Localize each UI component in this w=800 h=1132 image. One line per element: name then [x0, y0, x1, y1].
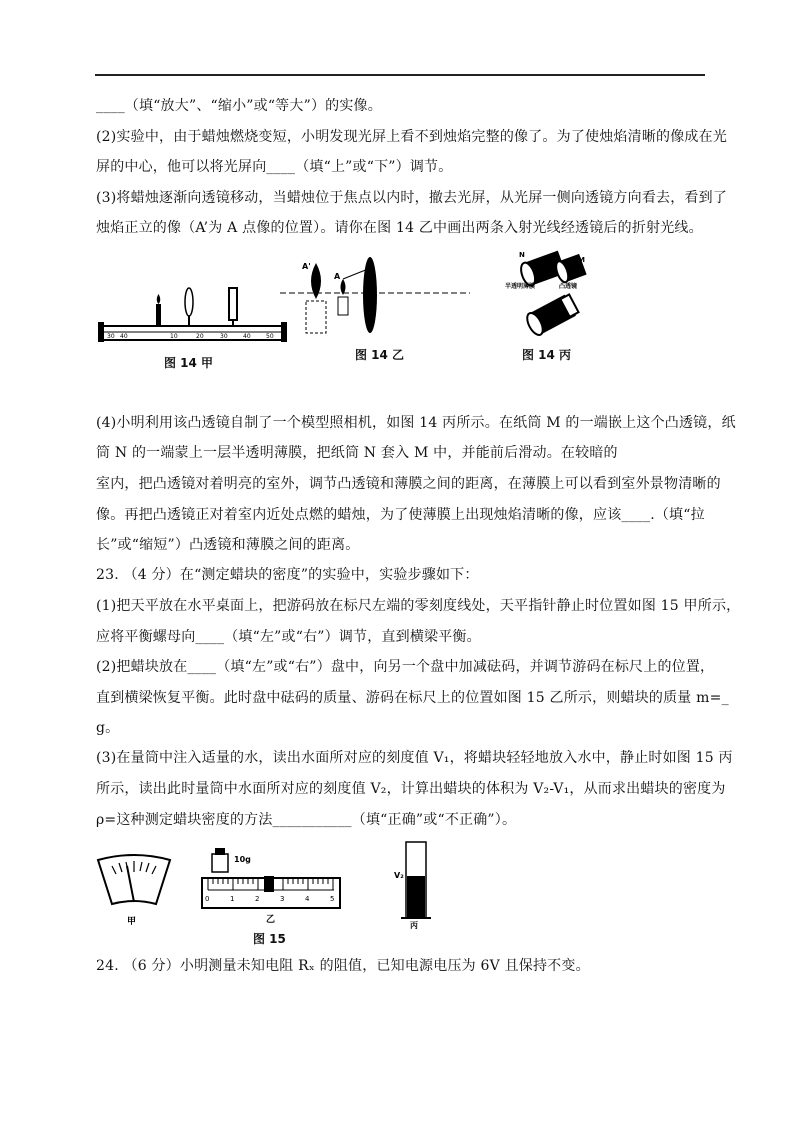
q22-line-2: (2)实验中，由于蜡烛燃烧变短，小明发现光屏上看不到烛焰完整的像了。为了使烛焰清晰的像成在光: [96, 129, 728, 145]
bench-tick-label: 40: [243, 333, 251, 340]
q23-line-6: g。: [96, 720, 120, 736]
candle-icon: [338, 297, 348, 315]
q23-line-3: 应将平衡螺母向____（填“左”或“右”）调节，直到横梁平衡。: [96, 629, 481, 645]
virtual-image-flame-icon: [311, 263, 321, 299]
label-m: M: [578, 256, 585, 264]
water-level: [407, 876, 425, 917]
q23-line-2: (1)把天平放在水平桌面上，把游码放在标尺左端的零刻度线处，天平指针静止时位置如图 15 甲所示，: [96, 598, 741, 614]
bench-rail: [100, 326, 285, 340]
q23-line-5: 直到横梁恢复平衡。此时盘中砝码的质量、游码在标尺上的位置如图 15 乙所示，则蜡块的质量 m=_: [96, 690, 729, 706]
virtual-image-candle: [306, 301, 326, 333]
fig14-yi-caption: 图 14 乙: [355, 348, 405, 362]
fig15-jia-balance-dial: [94, 852, 174, 927]
fig14-jia-optical-bench: [98, 280, 288, 355]
fig15-yi-weight-ruler: [198, 838, 346, 930]
fig14-bing-model-camera: [505, 248, 605, 338]
bench-tick-label: 20: [196, 333, 204, 340]
bench-tick-label: 50: [266, 333, 274, 340]
screen-icon: [229, 288, 237, 320]
label-v2: V₂: [394, 871, 404, 880]
bench-tick-label: 10: [170, 333, 178, 340]
bench-tick-label: 30: [107, 333, 115, 340]
fig15-yi-label: 乙: [266, 915, 276, 925]
q22-line-7: 筒 N 的一端蒙上一层半透明薄膜，把纸筒 N 套入 M 中，并能前后滑动。在较暗的: [96, 445, 618, 461]
q22-line-6: (4)小明利用该凸透镜自制了一个模型照相机，如图 14 丙所示。在纸筒 M 的一端嵌上这个凸透镜，纸: [96, 415, 736, 431]
q22-line-9: 像。再把凸透镜正对着室内近处点燃的蜡烛，为了使薄膜上出现烛焰清晰的像，应该____.（填“拉: [96, 507, 705, 523]
ruler-tick: 4: [305, 895, 310, 903]
q22-line-1: ____（填“放大”、“缩小”或“等大”）的实像。: [96, 98, 382, 114]
label-a-prime: A': [302, 262, 311, 271]
fig15-jia-label: 甲: [127, 917, 137, 927]
rider-icon: [264, 876, 274, 892]
ruler-tick: 2: [255, 895, 260, 903]
ruler-tick: 0: [205, 895, 210, 903]
label-a: A: [334, 272, 341, 281]
bench-tick-label: 30: [220, 333, 228, 340]
q22-line-10: 长”或“缩短”）凸透镜和薄膜之间的距离。: [96, 537, 360, 553]
q22-line-3: 屏的中心，他可以将光屏向____（填“上”或“下”）调节。: [96, 159, 453, 175]
label-lens: 凸透镜: [559, 283, 578, 290]
fig14-jia-caption: 图 14 甲: [164, 356, 214, 370]
convex-lens-icon: [363, 257, 377, 333]
q23-line-9: ρ=这种测定蜡块密度的方法___________（填“正确”或“不正确”）。: [96, 812, 517, 828]
q22-line-8: 室内，把凸透镜对着明亮的室外，调节凸透镜和薄膜之间的距离，在薄膜上可以看到室外景物清晰的: [96, 476, 721, 492]
fig14-bing-caption: 图 14 丙: [522, 348, 572, 362]
q22-line-5: 烛焰正立的像（A’为 A 点像的位置）。请你在图 14 乙中画出两条入射光线经透镜后的折射光线。: [96, 220, 703, 236]
label-n: N: [519, 251, 525, 259]
header-rule: [95, 74, 705, 76]
q23-line-4: (2)把蜡块放在____（填“左”或“右”）盘中，向另一个盘中加减砝码，并调节游码在标尺上的位置，: [96, 659, 715, 675]
bench-tick-label: 40: [120, 333, 128, 340]
label-film: 半透明薄膜: [505, 283, 536, 290]
candle-icon: [156, 304, 161, 326]
lens-icon: [185, 288, 193, 316]
q23-line-8: 所示，读出此时量筒中水面所对应的刻度值 V₂，计算出蜡块的体积为 V₂-V₁，从而求出蜡块的密度为: [96, 781, 726, 797]
ruler-tick: 1: [230, 895, 235, 903]
ruler-tick: 3: [280, 895, 285, 903]
q23-line-1: 23. （4 分）在“测定蜡块的密度”的实验中，实验步骤如下：: [96, 567, 479, 583]
q22-line-4: (3)将蜡烛逐渐向透镜移动，当蜡烛位于焦点以内时，撤去光屏，从光屏一侧向透镜方向看去，看到了: [96, 190, 728, 206]
fig15-bing-cylinder: [392, 838, 442, 930]
q23-line-7: (3)在量筒中注入适量的水，读出水面所对应的刻度值 V₁，将蜡块轻轻地放入水中，静止时如图 15 丙: [96, 750, 733, 766]
fig14-yi-lens-diagram: [280, 255, 475, 340]
ruler-tick: 5: [330, 895, 335, 903]
fig15-caption: 图 15: [253, 932, 286, 946]
weight-label: 10g: [234, 855, 251, 864]
weight-10g-icon: [212, 854, 228, 872]
fig15-bing-label: 丙: [410, 921, 418, 930]
q24-line-1: 24. （6 分）小明测量未知电阻 Rₓ 的阻值，已知电源电压为 6V 且保持不变。: [96, 958, 590, 974]
